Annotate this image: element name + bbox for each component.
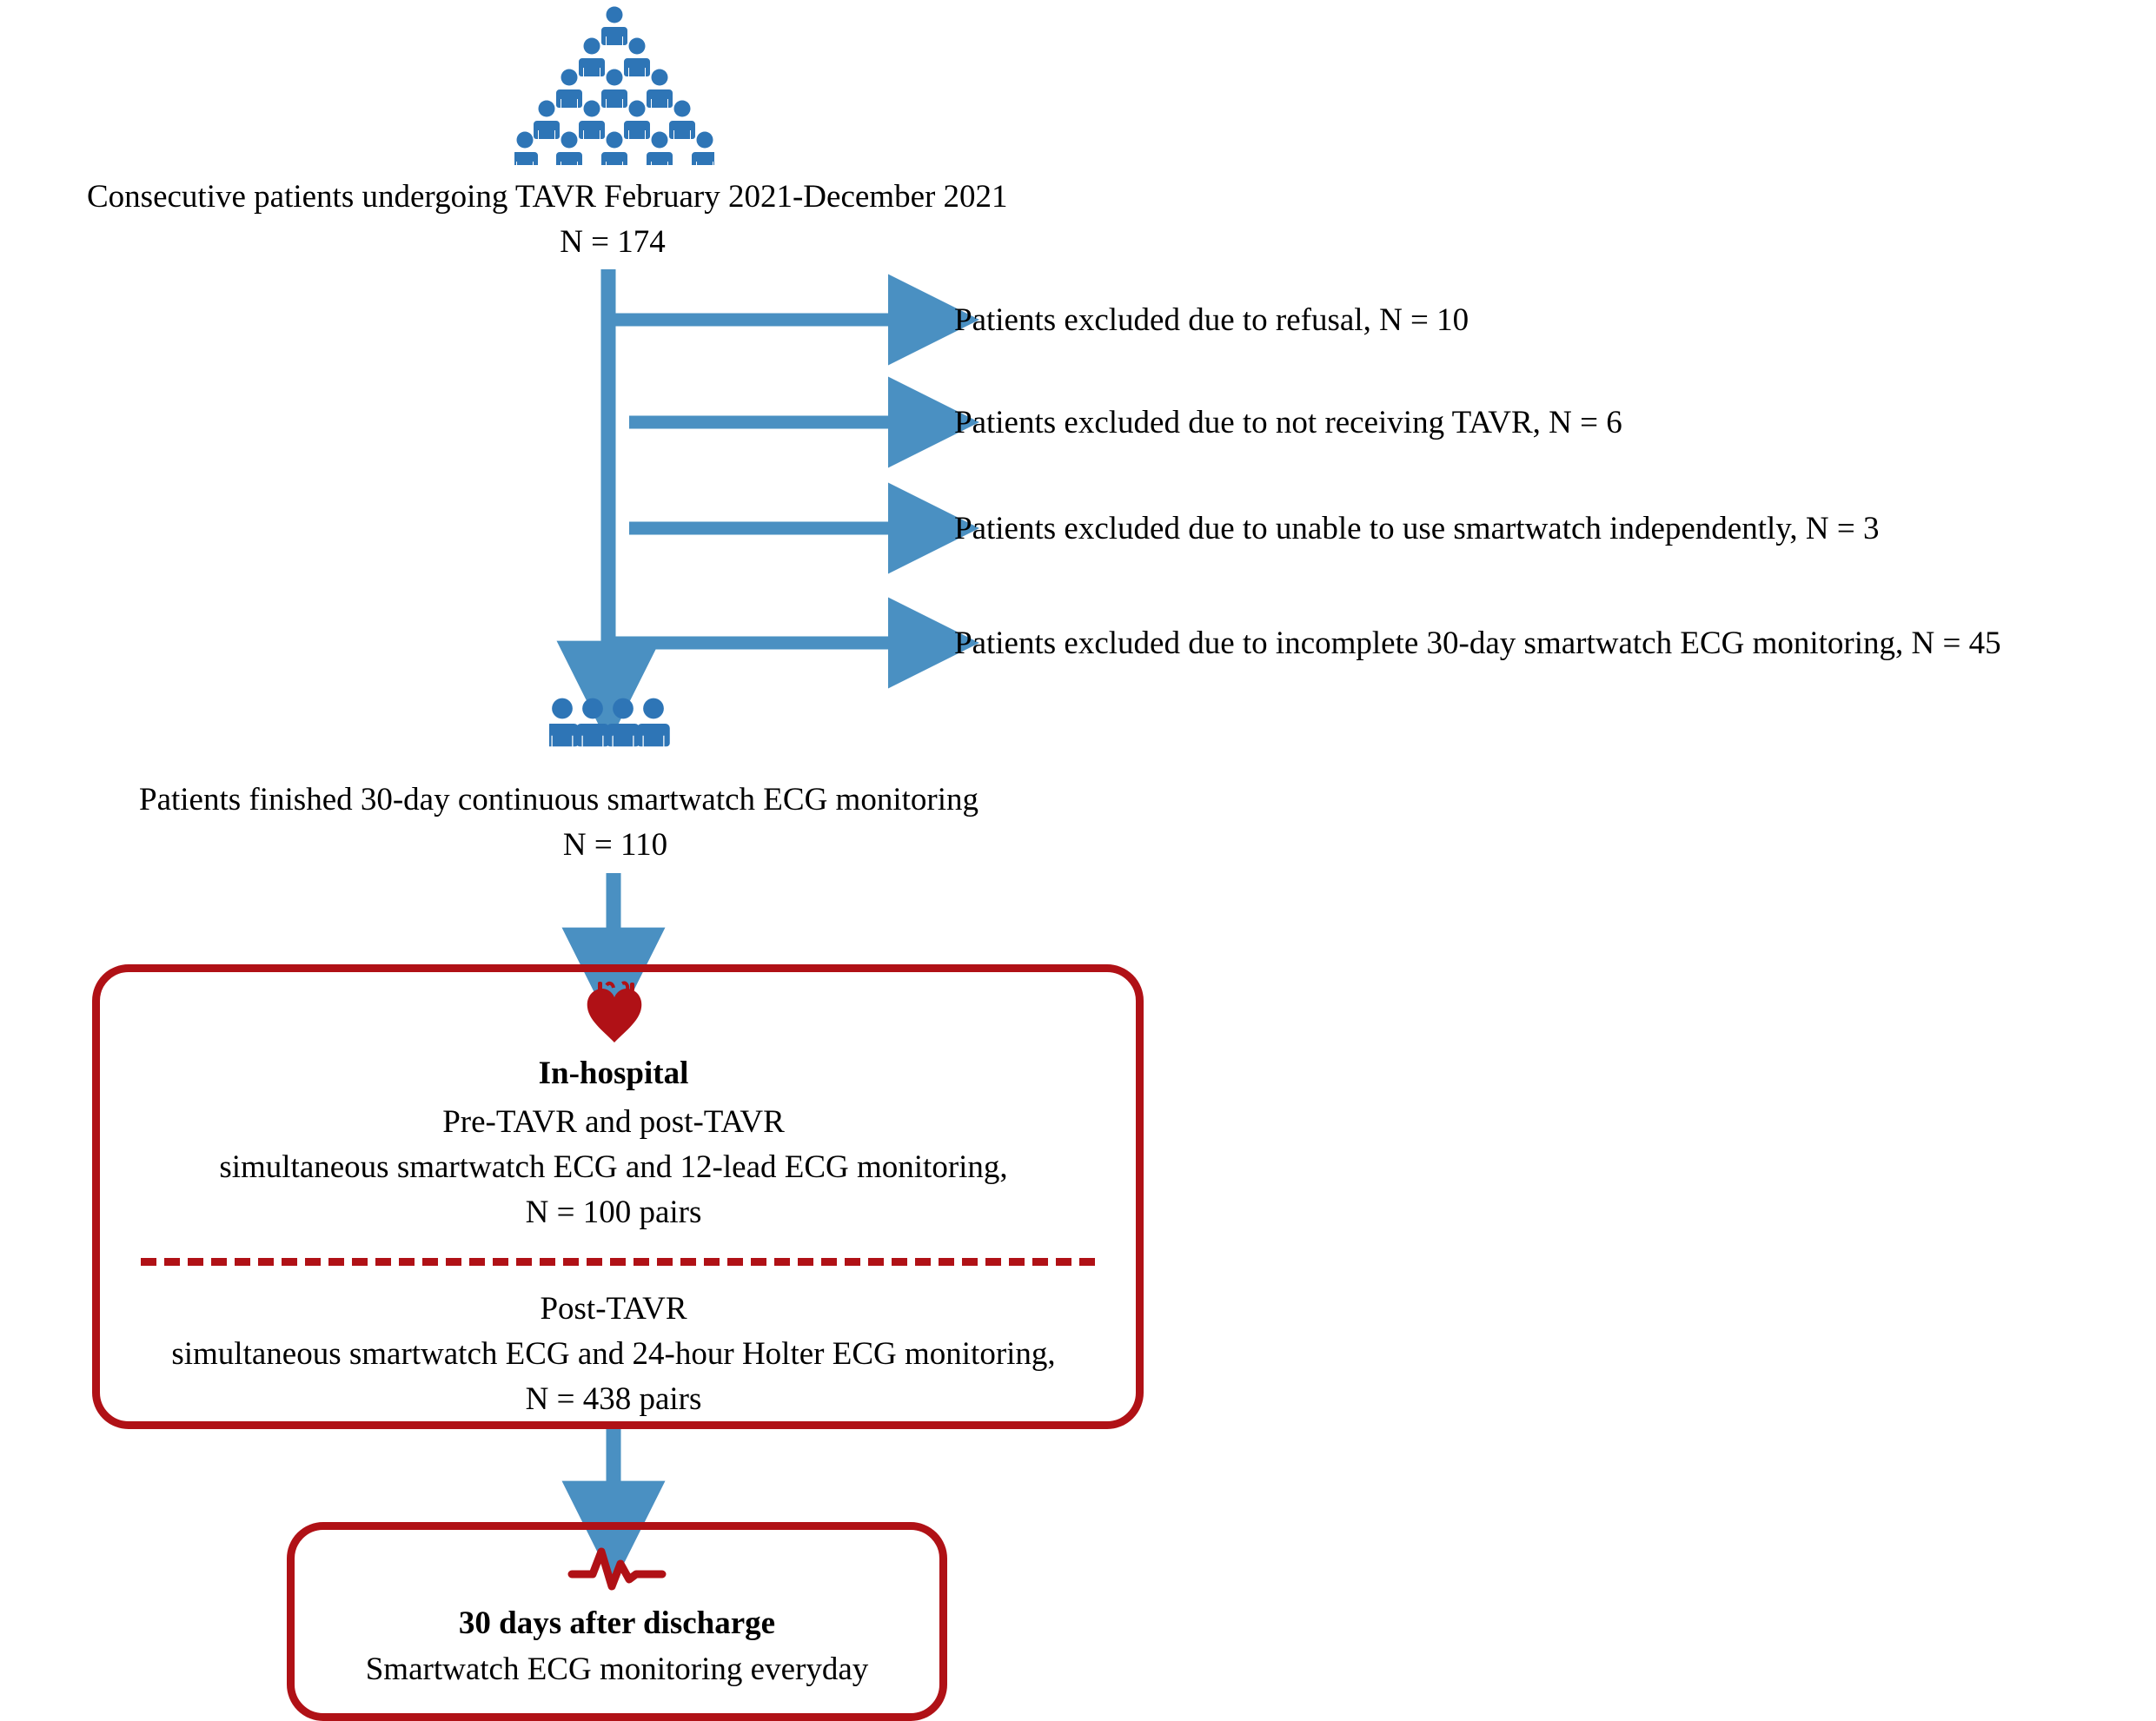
in-hospital-bottom-line2: simultaneous smartwatch ECG and 24-hour Holter ECG monitoring, xyxy=(171,1336,1056,1372)
exclusion-label-4: Patients excluded due to incomplete 30-day smartwatch ECG monitoring, N = 45 xyxy=(954,626,2001,661)
box-divider xyxy=(141,1258,1095,1266)
in-hospital-bottom-line3: N = 438 pairs xyxy=(525,1381,702,1417)
in-hospital-top-line2: simultaneous smartwatch ECG and 12-lead ECG monitoring, xyxy=(219,1149,1008,1185)
exclusion-label-3: Patients excluded due to unable to use smartwatch independently, N = 3 xyxy=(954,511,1880,546)
four-people-icon xyxy=(549,692,680,764)
in-hospital-bottom-line1: Post-TAVR xyxy=(540,1291,687,1327)
heart-icon xyxy=(580,980,648,1048)
exclusion-label-1: Patients excluded due to refusal, N = 10 xyxy=(954,302,1469,338)
discharge-line: Smartwatch ECG monitoring everyday xyxy=(365,1651,869,1687)
middle-label-line2: N = 110 xyxy=(562,827,668,863)
ecg-waveform-icon xyxy=(567,1539,667,1593)
in-hospital-heading: In-hospital xyxy=(538,1056,689,1091)
top-label-line2: N = 174 xyxy=(560,224,666,260)
top-label-line1: Consecutive patients undergoing TAVR February 2021-December 2021 xyxy=(87,179,1008,215)
in-hospital-top-line1: Pre-TAVR and post-TAVR xyxy=(442,1104,785,1140)
discharge-heading: 30 days after discharge xyxy=(458,1605,776,1641)
in-hospital-top-line3: N = 100 pairs xyxy=(525,1195,702,1230)
exclusion-label-2: Patients excluded due to not receiving TAVR, N = 6 xyxy=(954,405,1622,440)
middle-label-line1: Patients finished 30-day continuous smartwatch ECG monitoring xyxy=(139,782,978,817)
group-of-people-icon xyxy=(514,4,714,165)
